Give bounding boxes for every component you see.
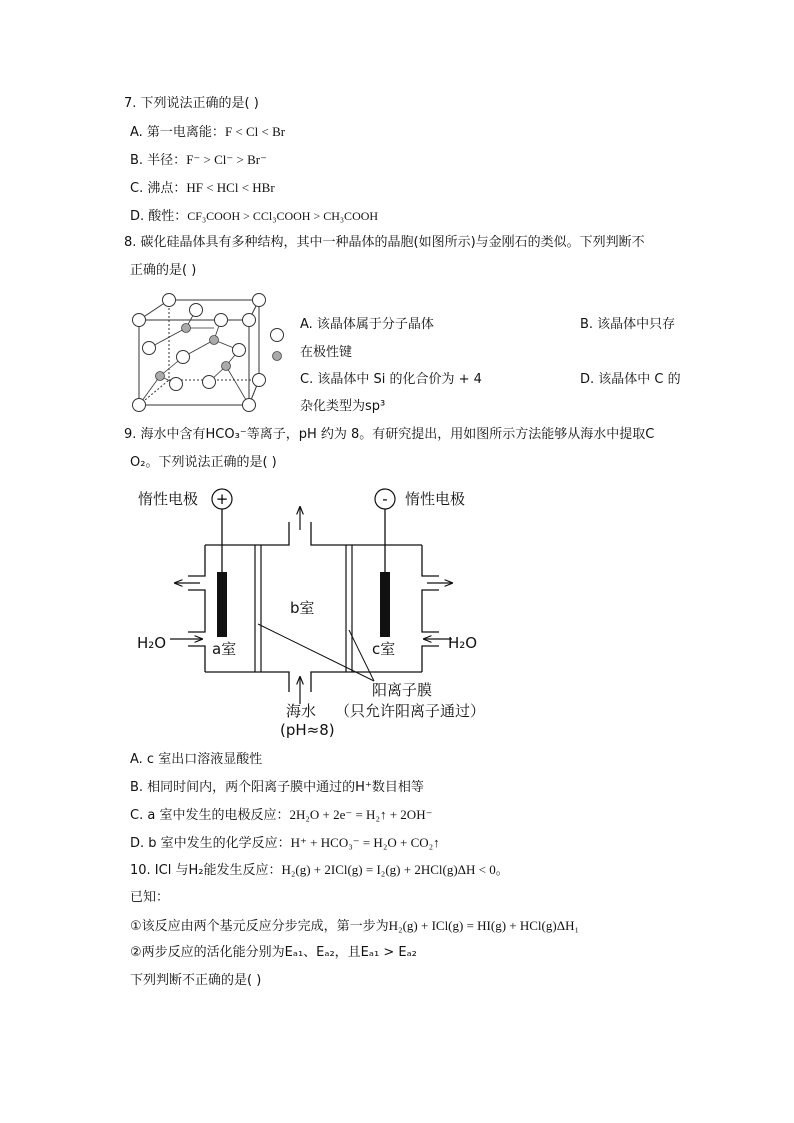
q7-option-d (130, 207, 378, 226)
atom-white (233, 344, 246, 357)
q7-option-c (130, 179, 275, 198)
q10-item1-equation: H₂(g) + ICl(g) = HI(g) + HCl(g)ΔH₁ (388, 918, 579, 933)
crystal-cell-figure (126, 290, 291, 415)
q9-option-d (130, 834, 440, 853)
atom-white (133, 399, 146, 412)
q9-option-d-label: D. b 室中发生的化学反应： (130, 836, 291, 851)
q7-option-d-label: D. 酸性： (130, 209, 188, 224)
q10-item2: ②两步反应的活化能分别为Eₐ₁、Eₐ₂，且Eₐ₁ > Eₐ₂ (130, 945, 417, 960)
ph-label: (pH≈8) (280, 721, 335, 739)
q7-option-a (130, 123, 285, 142)
atom-white (243, 399, 256, 412)
atom-white (170, 378, 183, 391)
q8-option-d: D. 该晶体中 C 的 (580, 372, 681, 387)
atom-white (177, 351, 190, 364)
q9-option-c-text: 2H₂O + 2e⁻ = H₂↑ + 2OH⁻ (289, 807, 433, 822)
q7-option-b-text: F⁻ > Cl⁻ > Br⁻ (186, 152, 267, 167)
q8-option-d-cont: 杂化类型为sp³ (300, 399, 386, 414)
plus-sign: + (215, 490, 229, 508)
atom-grey (156, 372, 165, 381)
minus-sign: - (382, 490, 388, 508)
atom-white (243, 314, 256, 327)
q7-option-b (130, 151, 267, 170)
atom-white (163, 294, 176, 307)
h2o-right-label: H₂O (448, 634, 478, 652)
electrolysis-diagram (130, 482, 530, 742)
q9-option-b: B. 相同时间内，两个阳离子膜中通过的H⁺数目相等 (130, 780, 424, 795)
q10-ask: 下列判断不正确的是( ) (130, 973, 262, 988)
q7-option-c-label: C. 沸点： (130, 181, 187, 196)
q10-stem (130, 861, 509, 880)
q9-stem-line2: O₂。下列说法正确的是( ) (130, 455, 277, 470)
q8-stem-line1: 8. 碳化硅晶体具有多种结构，其中一种晶体的晶胞(如图所示)与金刚石的类似。下列判断不 (124, 235, 645, 250)
q9-option-a: A. c 室出口溶液显酸性 (130, 752, 263, 767)
atom-grey (210, 336, 219, 345)
atom-white (133, 314, 146, 327)
legend-white-atom-icon (271, 329, 284, 342)
h2o-left-label: H₂O (137, 634, 167, 652)
atom-legend (268, 326, 288, 366)
room-a-label: a室 (212, 640, 237, 658)
q9-stem-line1: 9. 海水中含有HCO₃⁻等离子，pH 约为 8。有研究提出，用如图所示方法能够从海水中提取C (124, 427, 655, 442)
legend-grey-atom-icon (273, 352, 282, 361)
q7-option-c-text: HF < HCl < HBr (186, 180, 275, 195)
q10-item1 (130, 917, 579, 936)
q9-option-c-label: C. a 室中发生的电极反应： (130, 808, 290, 823)
q9-option-d-text: H⁺ + HCO₃⁻ = H₂O + CO₂↑ (290, 835, 440, 850)
membrane-note: （只允许阳离子通过） (335, 702, 486, 720)
q7-option-a-label: A. 第一电离能： (130, 125, 225, 140)
q7-option-b-label: B. 半径： (130, 153, 187, 168)
q8-option-c: C. 该晶体中 Si 的化合价为 + 4 (300, 372, 482, 387)
atom-white (143, 342, 156, 355)
q8-option-b: B. 该晶体中只存 (580, 317, 676, 332)
room-b-label: b室 (290, 599, 315, 617)
q10-known: 已知： (130, 890, 170, 905)
room-c-label: c室 (372, 640, 396, 658)
atom-white (253, 374, 266, 387)
seawater-label: 海水 (286, 702, 317, 720)
q10-stem-label: 10. ICl 与H₂能发生反应： (130, 863, 282, 878)
atom-grey (182, 324, 191, 333)
left-electrode-label: 惰性电极 (138, 490, 199, 508)
q8-stem-line2: 正确的是( ) (130, 263, 197, 278)
atom-white (253, 294, 266, 307)
q7-option-d-text: CF₃COOH > CCl₃COOH > CH₃COOH (187, 209, 379, 223)
q8-option-b-cont: 在极性键 (300, 345, 353, 360)
q8-option-a: A. 该晶体属于分子晶体 (300, 317, 434, 332)
q9-option-c (130, 806, 432, 825)
right-electrode-label: 惰性电极 (405, 490, 466, 508)
atom-white (190, 304, 203, 317)
atom-grey (222, 362, 231, 371)
atom-white (203, 376, 216, 389)
q10-item1-label: ①该反应由两个基元反应分步完成，第一步为 (130, 919, 389, 934)
q7-option-a-text: F < Cl < Br (224, 124, 286, 139)
membrane-label: 阳离子膜 (372, 681, 433, 699)
q10-stem-equation: H₂(g) + 2ICl(g) = I₂(g) + 2HCl(g)ΔH < 0。 (281, 862, 509, 877)
atom-white (215, 314, 228, 327)
q7-stem: 7. 下列说法正确的是( ) (124, 96, 259, 111)
